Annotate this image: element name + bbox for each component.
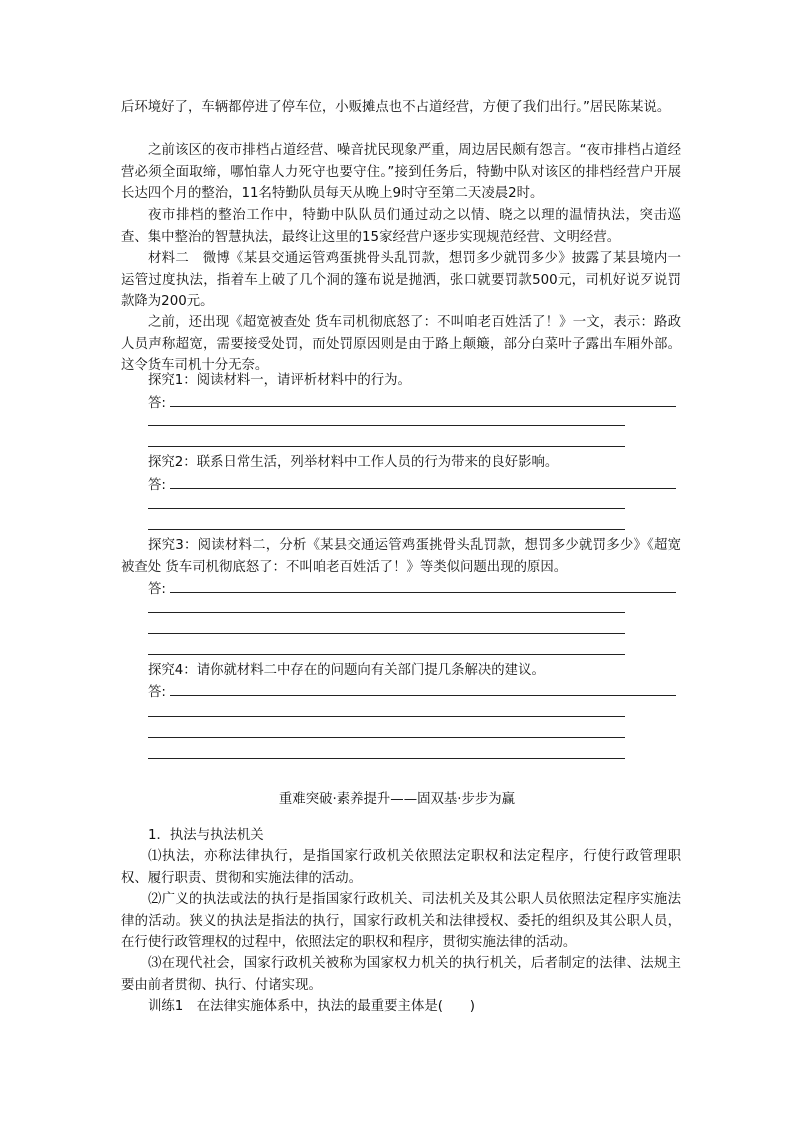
question-2: 探究2：联系日常生活，列举材料中工作人员的行为带来的良好影响。 xyxy=(148,455,559,470)
question-3: 探究3：阅读材料二，分析《某县交通运管鸡蛋挑骨头乱罚款，想罚多少就罚多少》《超宽被查处 货车司机彻底怒了：不叫咱老百姓活了！》等类似问题出现的原因。 xyxy=(121,538,681,575)
paragraph-material-two: 材料二 微博《某县交通运管鸡蛋挑骨头乱罚款，想罚多少就罚多少》披露了某县境内一运管过度执法，指着车上破了几个洞的篷布说是抛洒，张口就要罚款500元，司机好说歹说罚款降为200元。 xyxy=(121,251,681,309)
answer-line[interactable] xyxy=(148,716,625,717)
question-1: 探究1：阅读材料一，请评析材料中的行为。 xyxy=(148,373,411,388)
answer-line[interactable] xyxy=(148,612,625,613)
paragraph-overwidth: 之前，还出现《超宽被查处 货车司机彻底怒了：不叫咱老百姓活了！》一文，表示：路政人员声称超宽，需要接受处罚，而处罚原因则是由于路上颠簸，部分白菜叶子露出车厢外部。这令货车司机十分无奈。 xyxy=(121,315,681,373)
paragraph-night-market: 之前该区的夜市排档占道经营、噪音扰民现象严重，周边居民颇有怨言。“夜市排档占道经营必须全面取缔，哪怕靠人力死守也要守住。”接到任务后，特勤中队对该区的排档经营户开展长达四个月的整治，11名特勤队员每天从晚上9时守至第二天凌晨2时。 xyxy=(121,143,681,201)
answer-line[interactable] xyxy=(148,633,625,634)
section-heading: 重难突破·素养提升——固双基·步步为赢 xyxy=(278,792,516,807)
answer-line[interactable] xyxy=(148,737,625,738)
answer-line[interactable] xyxy=(148,758,625,759)
answer-field-1[interactable] xyxy=(148,392,676,412)
answer-line[interactable] xyxy=(148,425,625,426)
paragraph-resident-quote: 后环境好了，车辆都停进了停车位，小贩摊点也不占道经营，方便了我们出行。”居民陈某说。 xyxy=(121,100,671,115)
answer-line[interactable] xyxy=(148,654,625,655)
subheading-law-enforcement: 1．执法与执法机关 xyxy=(148,828,264,843)
answer-line[interactable] xyxy=(148,508,625,509)
paragraph-definition-2: ⑵广义的执法或法的执行是指国家行政机关、司法机关及其公职人员依照法定程序实施法律的活动。狭义的执法是指法的执行，国家行政机关和法律授权、委托的组织及其公职人员，在行使行政管理权的过程中，依照法定的职权和程序，贯彻实施法律的活动。 xyxy=(121,892,681,950)
answer-label: 答: xyxy=(148,582,166,597)
answer-field-4[interactable] xyxy=(148,681,676,701)
answer-field-2[interactable] xyxy=(148,474,676,494)
answer-label: 答: xyxy=(148,396,166,411)
answer-line[interactable] xyxy=(148,446,625,447)
paragraph-definition-3: ⑶在现代社会，国家行政机关被称为国家权力机关的执行机关，后者制定的法律、法规主要由前者贯彻、执行、付诸实现。 xyxy=(121,956,681,993)
answer-label: 答: xyxy=(148,478,166,493)
answer-field-3[interactable] xyxy=(148,578,676,598)
training-question-1: 训练1 在法律实施体系中，执法的最重要主体是( ) xyxy=(148,999,475,1014)
answer-label: 答: xyxy=(148,685,166,700)
answer-line[interactable] xyxy=(148,529,625,530)
paragraph-warm-enforcement: 夜市排档的整治工作中，特勤中队队员们通过动之以情、晓之以理的温情执法，突击巡查、集中整治的智慧执法，最终让这里的15家经营户逐步实现规范经营、文明经营。 xyxy=(121,208,681,245)
question-4: 探究4：请你就材料二中存在的问题向有关部门提几条解决的建议。 xyxy=(148,663,545,678)
paragraph-definition-1: ⑴执法，亦称法律执行，是指国家行政机关依照法定职权和法定程序，行使行政管理职权、履行职责、贯彻和实施法律的活动。 xyxy=(121,849,681,886)
